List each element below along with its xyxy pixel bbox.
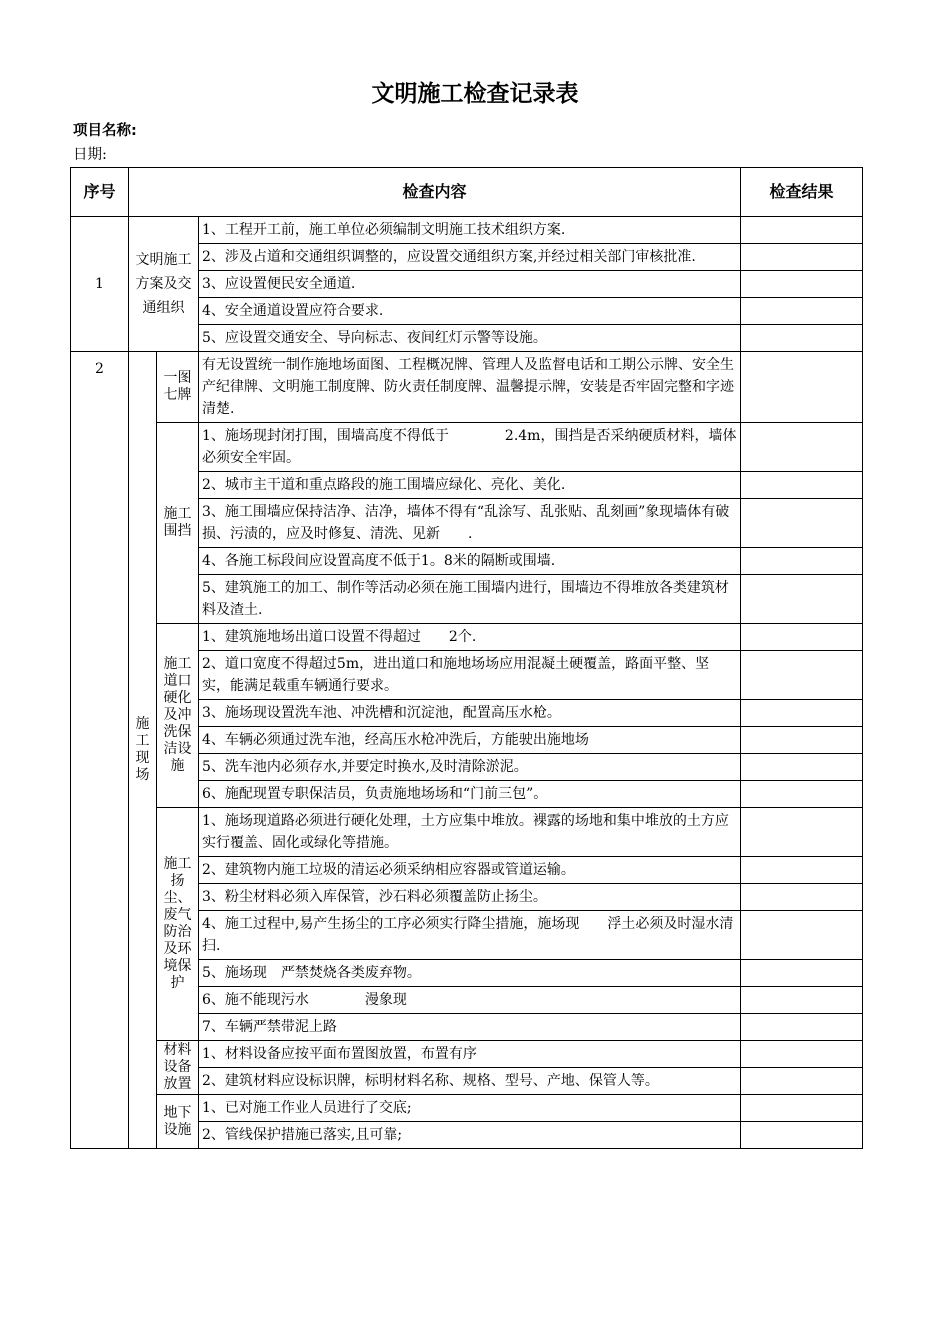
result-cell[interactable] [741, 548, 863, 575]
check-item: 2、建筑材料应设标识牌，标明材料名称、规格、型号、产地、保管人等。 [199, 1068, 741, 1095]
check-item: 7、车辆严禁带泥上路 [199, 1014, 741, 1041]
result-cell[interactable] [741, 499, 863, 548]
result-cell[interactable] [741, 423, 863, 472]
check-item: 2、城市主干道和重点路段的施工围墙应绿化、亮化、美化. [199, 472, 741, 499]
result-cell[interactable] [741, 1068, 863, 1095]
check-item: 3、施场现设置洗车池、冲洗槽和沉淀池，配置高压水枪。 [199, 700, 741, 727]
check-item: 1、施场现封闭打围，围墙高度不得低于 2.4m，围挡是否采纳硬质材料，墙体必须安全牢固。 [199, 423, 741, 472]
page-title: 文明施工检查记录表 [371, 81, 579, 107]
result-cell[interactable] [741, 352, 863, 423]
check-item: 4、各施工标段间应设置高度不低于1。8米的隔断或围墙. [199, 548, 741, 575]
result-cell[interactable] [741, 244, 863, 271]
result-cell[interactable] [741, 624, 863, 651]
table-row [71, 352, 863, 423]
date-label: 日期: [73, 147, 107, 163]
table-row [71, 423, 863, 472]
table-row [71, 1095, 863, 1122]
check-item: 4、安全通道设置应符合要求. [199, 298, 741, 325]
check-item: 6、施不能现污水 漫象现 [199, 987, 741, 1014]
section-1-category: 文明施工方案及交通组织 [129, 217, 199, 352]
header-no: 序号 [71, 168, 129, 217]
check-item: 5、建筑施工的加工、制作等活动必须在施工围墙内进行，围墙边不得堆放各类建筑材料及渣土. [199, 575, 741, 624]
subsection-name: 施工道口硬化及冲洗保洁设施 [157, 624, 199, 808]
result-cell[interactable] [741, 754, 863, 781]
check-item: 1、施场现道路必须进行硬化处理，土方应集中堆放。裸露的场地和集中堆放的土方应实行覆盖、固化或绿化等措施。 [199, 808, 741, 857]
result-cell[interactable] [741, 1041, 863, 1068]
check-item: 4、施工过程中,易产生扬尘的工序必须实行降尘措施，施场现 浮土必须及时湿水清扫. [199, 911, 741, 960]
subsection-name: 施工围挡 [157, 423, 199, 624]
subsection-name: 一图七牌 [157, 352, 199, 423]
subsection-name: 地下设施 [157, 1095, 199, 1149]
table-row [71, 1041, 863, 1068]
result-cell[interactable] [741, 575, 863, 624]
result-cell[interactable] [741, 651, 863, 700]
result-cell[interactable] [741, 325, 863, 352]
check-item: 3、粉尘材料必须入库保管，沙石料必须覆盖防止扬尘。 [199, 884, 741, 911]
result-cell[interactable] [741, 298, 863, 325]
result-cell[interactable] [741, 700, 863, 727]
inspection-table [70, 167, 863, 1149]
check-item: 2、建筑物内施工垃圾的清运必须采纳相应容器或管道运输。 [199, 857, 741, 884]
result-cell[interactable] [741, 1122, 863, 1149]
check-item: 2、涉及占道和交通组织调整的，应设置交通组织方案,并经过相关部门审核批准. [199, 244, 741, 271]
result-cell[interactable] [741, 217, 863, 244]
table-row [71, 808, 863, 857]
subsection-name: 材料设备放置 [157, 1041, 199, 1095]
result-cell[interactable] [741, 911, 863, 960]
result-cell[interactable] [741, 857, 863, 884]
result-cell[interactable] [741, 271, 863, 298]
section-1-no: 1 [71, 217, 129, 352]
header-content: 检查内容 [129, 168, 741, 217]
section-2-no: 2 [71, 352, 129, 1149]
check-item: 2、管线保护措施已落实,且可靠; [199, 1122, 741, 1149]
check-item: 1、工程开工前，施工单位必须编制文明施工技术组织方案. [199, 217, 741, 244]
check-item: 3、施工围墙应保持洁净、洁净，墙体不得有“乱涂写、乱张贴、乱刻画”象现墙体有破损、污渍的，应及时修复、清洗、见新 . [199, 499, 741, 548]
check-item: 5、施场现 严禁焚烧各类废弃物。 [199, 960, 741, 987]
result-cell[interactable] [741, 884, 863, 911]
table-header-row [71, 168, 863, 217]
table-row [71, 624, 863, 651]
result-cell[interactable] [741, 1014, 863, 1041]
check-item: 5、应设置交通安全、导向标志、夜间红灯示警等设施。 [199, 325, 741, 352]
check-item: 1、已对施工作业人员进行了交底; [199, 1095, 741, 1122]
subsection-name: 施工扬尘、废气防治及环境保护 [157, 808, 199, 1041]
result-cell[interactable] [741, 1095, 863, 1122]
result-cell[interactable] [741, 808, 863, 857]
section-2-group: 施工现场 [129, 352, 157, 1149]
check-item: 1、建筑施地场出道口设置不得超过 2个. [199, 624, 741, 651]
check-item: 3、应设置便民安全通道. [199, 271, 741, 298]
header-result: 检查结果 [741, 168, 863, 217]
check-item: 5、洗车池内必须存水,并要定时换水,及时清除淤泥。 [199, 754, 741, 781]
check-item: 4、车辆必须通过洗车池，经高压水枪冲洗后，方能驶出施地场 [199, 727, 741, 754]
project-name-label: 项目名称: [73, 123, 137, 139]
result-cell[interactable] [741, 781, 863, 808]
check-item: 1、材料设备应按平面布置图放置，布置有序 [199, 1041, 741, 1068]
result-cell[interactable] [741, 987, 863, 1014]
check-item: 6、施配现置专职保洁员，负责施地场场和“门前三包”。 [199, 781, 741, 808]
table-row [71, 217, 863, 244]
result-cell[interactable] [741, 727, 863, 754]
check-item: 有无设置统一制作施地场面图、工程概况牌、管理人及监督电话和工期公示牌、安全生产纪律牌、文明施工制度牌、防火责任制度牌、温馨提示牌，安装是否牢固完整和字迹清楚. [199, 352, 741, 423]
check-item: 2、道口宽度不得超过5m，进出道口和施地场场应用混凝土硬覆盖，路面平整、坚实，能满足载重车辆通行要求。 [199, 651, 741, 700]
result-cell[interactable] [741, 960, 863, 987]
result-cell[interactable] [741, 472, 863, 499]
